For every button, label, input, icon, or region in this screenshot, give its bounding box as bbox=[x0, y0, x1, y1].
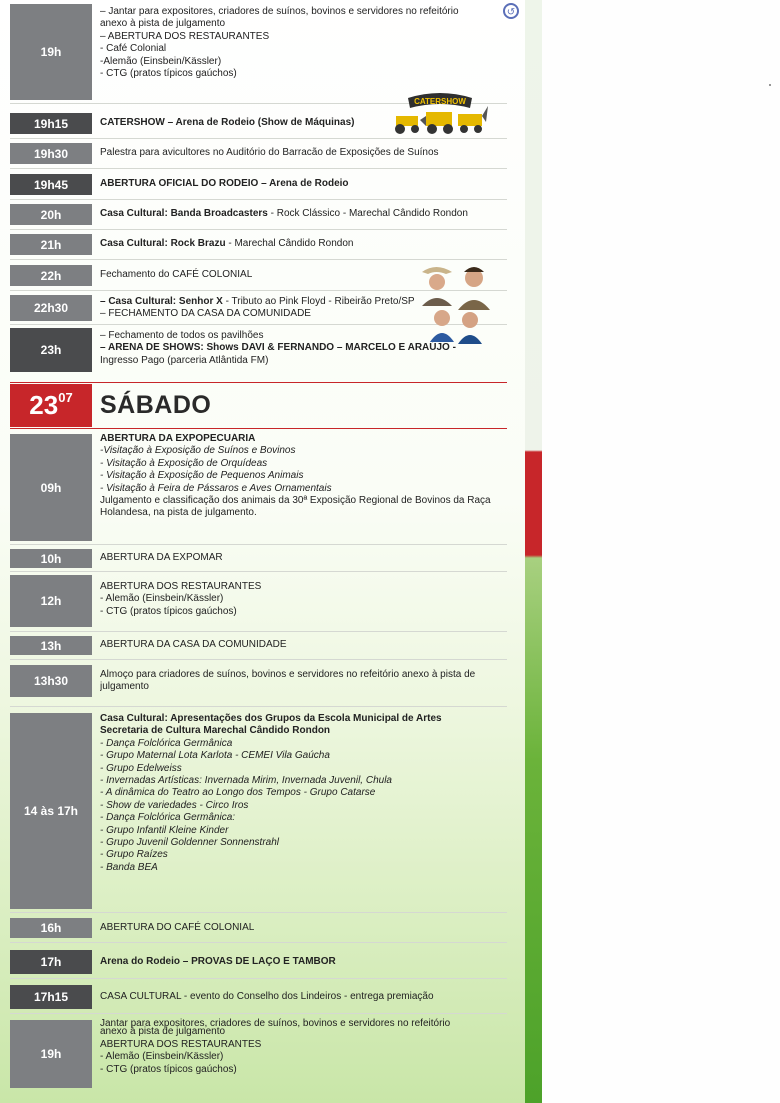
desc-19h-day2 bbox=[100, 1018, 510, 1076]
time-20h: 20h bbox=[10, 204, 92, 225]
time-22h30: 22h30 bbox=[10, 295, 92, 321]
time-23h: 23h bbox=[10, 328, 92, 372]
cowboy-hat bbox=[422, 267, 452, 274]
desc-text: ABERTURA OFICIAL DO RODEIO – Arena de Rodeio bbox=[100, 178, 349, 190]
desc-17h15 bbox=[100, 985, 510, 1009]
desc-line: - CTG (pratos típicos gaúchos) bbox=[100, 1063, 237, 1075]
wheel bbox=[427, 124, 437, 134]
time-17h15: 17h15 bbox=[10, 985, 92, 1009]
desc-item: - Grupo Juvenil Goldenner Sonnenstrahl bbox=[100, 837, 279, 849]
desc-bold: Casa Cultural: Banda Broadcasters bbox=[100, 208, 268, 220]
shirt bbox=[422, 298, 452, 306]
desc-line: - CTG (pratos típicos gaúchos) bbox=[100, 605, 237, 617]
excavator-arm bbox=[482, 106, 488, 122]
desc-item: - Grupo Raízes bbox=[100, 849, 168, 861]
row-divider bbox=[10, 631, 507, 632]
desc-item: - Dança Folclórica Germânica: bbox=[100, 812, 236, 824]
desc-14-17h bbox=[100, 713, 510, 874]
wheel bbox=[411, 125, 419, 133]
desc-17h bbox=[100, 950, 510, 974]
time-12h: 12h bbox=[10, 575, 92, 627]
desc-item: - Dança Folclórica Germânica bbox=[100, 737, 233, 749]
loader-bucket bbox=[420, 116, 426, 126]
desc-line: ABERTURA DOS RESTAURANTES bbox=[100, 581, 262, 592]
desc-line: - Alemão (Einsbein/Kässler) bbox=[100, 593, 224, 605]
desc-19h30 bbox=[100, 143, 510, 164]
time-13h: 13h bbox=[10, 636, 92, 655]
desc-item: - Grupo Edelweiss bbox=[100, 762, 182, 774]
desc-line: - Café Colonial bbox=[100, 43, 167, 55]
desc-text: ABERTURA DO CAFÉ COLONIAL bbox=[100, 921, 255, 933]
desc-line: – ARENA DE SHOWS: Shows DAVI & FERNANDO – MARCELO E ARAÚJO - bbox=[100, 342, 456, 354]
desc-text: Palestra para avicultores no Auditório do Barracão de Exposições de Suínos bbox=[100, 147, 439, 159]
desc-19h-day1 bbox=[100, 6, 510, 80]
desc-item: -Visitação à Exposição de Suínos e Bovinos bbox=[100, 445, 296, 457]
catershow-logo bbox=[390, 86, 490, 136]
desc-item: - A dinâmica do Teatro ao Longo dos Tempos - Grupo Catarse bbox=[100, 787, 376, 799]
day-divider bbox=[10, 382, 507, 383]
desc-20h bbox=[100, 204, 510, 225]
desc-line: – FECHAMENTO DA CASA DA COMUNIDADE bbox=[100, 308, 311, 320]
shirt bbox=[430, 333, 454, 342]
day-date bbox=[10, 384, 92, 427]
day-date-number: 23 bbox=[29, 390, 59, 420]
time-17h: 17h bbox=[10, 950, 92, 974]
time-13h30: 13h30 bbox=[10, 665, 92, 697]
desc-item: - Banda BEA bbox=[100, 861, 158, 873]
desc-text: Almoço para criadores de suínos, bovinos e servidores no refeitório anexo à pista de julgamento bbox=[100, 669, 476, 693]
wheel bbox=[443, 124, 453, 134]
row-divider bbox=[10, 912, 507, 913]
desc-line: – Fechamento de todos os pavilhões bbox=[100, 330, 264, 341]
wheel bbox=[460, 125, 468, 133]
desc-line: ABERTURA DOS RESTAURANTES bbox=[100, 1038, 262, 1050]
row-divider bbox=[10, 199, 507, 200]
time-19h45: 19h45 bbox=[10, 174, 92, 195]
desc-item: - Visitação à Feira de Pássaros e Aves Ornamentais bbox=[100, 482, 332, 494]
desc-16h bbox=[100, 918, 510, 938]
time-16h: 16h bbox=[10, 918, 92, 938]
row-divider bbox=[10, 138, 507, 139]
desc-line: anexo à pista de julgamento bbox=[100, 1026, 226, 1038]
desc-22h30 bbox=[100, 296, 420, 321]
row-divider bbox=[10, 659, 507, 660]
row-divider bbox=[10, 706, 507, 707]
desc-21h bbox=[100, 234, 510, 255]
desc-text: ABERTURA DA CASA DA COMUNIDADE bbox=[100, 639, 287, 651]
desc-text: - Rock Clássico - Marechal Cândido Rondon bbox=[267, 208, 468, 220]
desc-13h bbox=[100, 636, 510, 655]
desc-title: ABERTURA DA EXPOPECUÁRIA bbox=[100, 433, 256, 444]
desc-item: - Invernadas Artísticas: Invernada Mirim, Invernada Juvenil, Chula bbox=[100, 775, 392, 787]
excavator-body bbox=[458, 114, 482, 126]
desc-text: - Tributo ao Pink Floyd - Ribeirão Preto/SP bbox=[222, 296, 415, 307]
desc-text: Fechamento do CAFÉ COLONIAL bbox=[100, 269, 253, 281]
desc-item: - Show de variedades - Circo Iros bbox=[100, 799, 249, 811]
desc-19h45 bbox=[100, 174, 510, 195]
time-10h: 10h bbox=[10, 549, 92, 568]
time-14-17h: 14 às 17h bbox=[10, 713, 92, 909]
desc-subtitle: Secretaria de Cultura Marechal Cândido Rondon bbox=[100, 725, 331, 737]
desc-line: - Alemão (Einsbein/Kässler) bbox=[100, 1051, 224, 1063]
row-divider bbox=[10, 544, 507, 545]
desc-text: - Marechal Cândido Rondon bbox=[225, 238, 354, 250]
desc-title: Casa Cultural: Apresentações dos Grupos da Escola Municipal de Artes bbox=[100, 713, 442, 724]
shirt bbox=[458, 335, 482, 344]
row-divider bbox=[10, 168, 507, 169]
desc-line: – Jantar para expositores, criadores de suínos, bovinos e servidores no refeitório bbox=[100, 6, 459, 17]
catershow-title: CATERSHOW – Arena de Rodeio (Show de Máquinas) bbox=[100, 117, 355, 129]
time-19h15: 19h15 bbox=[10, 113, 92, 134]
desc-bold: – Casa Cultural: Senhor X bbox=[100, 296, 223, 307]
time-21h: 21h bbox=[10, 234, 92, 255]
side-color-stripe bbox=[525, 0, 542, 1103]
time-19h-day1: 19h bbox=[10, 4, 92, 100]
desc-text: CASA CULTURAL - evento do Conselho dos Lindeiros - entrega premiação bbox=[100, 990, 434, 1002]
row-divider bbox=[10, 1013, 507, 1014]
desc-line: – ABERTURA DOS RESTAURANTES bbox=[100, 30, 270, 42]
desc-text: ABERTURA DA EXPOMAR bbox=[100, 552, 223, 564]
shirt bbox=[458, 300, 490, 310]
desc-line: - CTG (pratos típicos gaúchos) bbox=[100, 68, 237, 80]
desc-line bbox=[100, 296, 420, 308]
desc-10h bbox=[100, 549, 510, 568]
desc-item: - Visitação à Exposição de Orquídeas bbox=[100, 457, 268, 469]
speck bbox=[769, 84, 771, 86]
face bbox=[429, 274, 445, 290]
desc-note: Julgamento e classificação dos animais da 30ª Exposição Regional de Bovinos da Raça Holandesa, na pista de julgamento. bbox=[100, 495, 491, 519]
face bbox=[434, 310, 450, 326]
face bbox=[462, 312, 478, 328]
row-divider bbox=[10, 571, 507, 572]
time-19h-day2: 19h bbox=[10, 1020, 92, 1088]
loader-body bbox=[426, 112, 452, 126]
artists-photo bbox=[418, 258, 500, 344]
desc-item: - Grupo Infantil Kleine Kinder bbox=[100, 824, 229, 836]
row-divider bbox=[10, 978, 507, 979]
time-22h: 22h bbox=[10, 265, 92, 286]
catershow-logo-text: CATERSHOW bbox=[414, 97, 466, 106]
desc-13h30 bbox=[100, 669, 510, 694]
desc-line: -Alemão (Einsbein/Kässler) bbox=[100, 55, 222, 67]
clip-icon: ↺ bbox=[503, 3, 519, 19]
desc-line: anexo à pista de julgamento bbox=[100, 18, 226, 30]
desc-line: Jantar para expositores, criadores de suínos, bovinos e servidores no refeitório bbox=[100, 1018, 451, 1029]
row-divider bbox=[10, 229, 507, 230]
desc-item: - Visitação à Exposição de Pequenos Animais bbox=[100, 470, 304, 482]
desc-09h bbox=[100, 433, 510, 520]
time-09h: 09h bbox=[10, 434, 92, 541]
time-19h30: 19h30 bbox=[10, 143, 92, 164]
day-name: SÁBADO bbox=[100, 391, 212, 419]
desc-line: Ingresso Pago (parceria Atlântida FM) bbox=[100, 354, 269, 366]
day-date-month: 07 bbox=[58, 390, 73, 405]
desc-text: Arena do Rodeio – PROVAS DE LAÇO E TAMBOR bbox=[100, 955, 336, 967]
day-divider bbox=[10, 428, 507, 429]
wheel bbox=[395, 124, 405, 134]
wheel bbox=[474, 125, 482, 133]
desc-item: - Grupo Maternal Lota Karlota - CEMEI Vila Gaúcha bbox=[100, 750, 330, 762]
hair bbox=[464, 267, 484, 272]
desc-12h bbox=[100, 581, 510, 618]
desc-bold: Casa Cultural: Rock Brazu bbox=[100, 238, 226, 250]
row-divider bbox=[10, 942, 507, 943]
